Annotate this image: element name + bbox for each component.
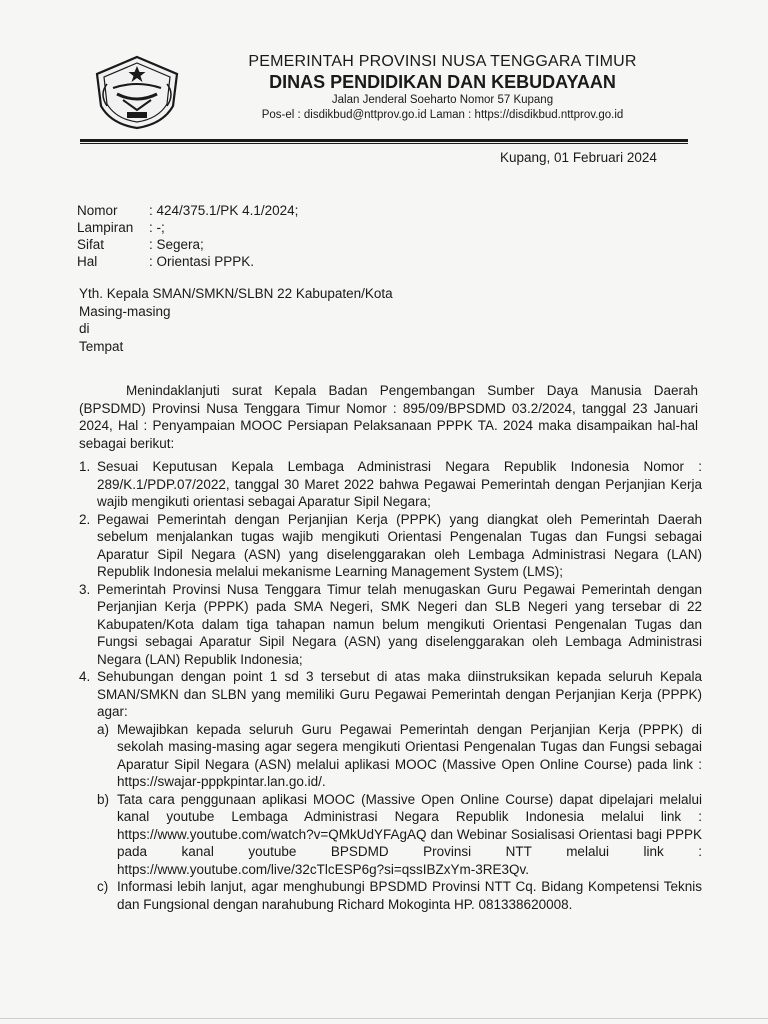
sub-list-item bbox=[79, 878, 702, 913]
meta-value: : Orientasi PPPK. bbox=[149, 254, 255, 269]
list-item bbox=[79, 511, 702, 581]
sub-list-letter: c) bbox=[97, 879, 109, 894]
list-text: Pegawai Pemerintah dengan Perjanjian Kerja (PPPK) yang diangkat oleh Pemerintah Daerah sebelum menjalankan tugas wajib mengikuti Orientasi Pengenalan Tugas dan Fungsi sebagai Aparatur Sipil Negara (ASN) yang diselenggarakan oleh Lembaga Administrasi Negara (LAN) Republik Indonesia melalui mekanisme Learning Management System (LMS); bbox=[97, 511, 702, 579]
letterhead-contact: Pos-el : disdikbud@nttprov.go.id Laman : https://disdikbud.nttprov.go.id bbox=[261, 109, 624, 121]
intro-paragraph: Menindaklanjuti surat Kepala Badan Pengembangan Sumber Daya Manusia Daerah (BPSDMD) Provinsi Nusa Tenggara Timur Nomor : 895/09/BPSDMD 03.2/2024, tanggal 23 Januari 2024, Hal : Penyampaian MOOC Persiapan Pelaksanaan PPPK TA. 2024 maka disampaikan hal-hal sebagai berikut: bbox=[79, 383, 698, 451]
meta-row-lampiran bbox=[77, 219, 298, 236]
meta-row-sifat bbox=[77, 236, 298, 253]
letterhead-divider bbox=[80, 139, 688, 142]
regional-crest-icon bbox=[93, 54, 181, 130]
meta-value: : Segera; bbox=[149, 237, 204, 252]
sub-list-item bbox=[79, 721, 702, 791]
letterhead bbox=[190, 52, 695, 123]
meta-row-nomor bbox=[77, 202, 298, 219]
points-list bbox=[79, 458, 702, 913]
addressee-line: di bbox=[79, 321, 90, 336]
letterhead-divider-thin bbox=[80, 143, 688, 144]
meta-label: Lampiran bbox=[77, 220, 134, 235]
letterhead-address: Jalan Jenderal Soeharto Nomor 57 Kupang bbox=[331, 94, 554, 106]
addressee bbox=[79, 285, 393, 355]
list-number: 4. bbox=[79, 669, 91, 684]
sub-list-text: Tata cara penggunaan aplikasi MOOC (Massive Open Online Course) dapat dipelajari melalui kanal youtube Lembaga Administrasi Negara Republik Indonesia melalui link : https://www.youtube.com/watch?v=QMkUdYFAgAQ dan Webinar Sosialisasi Orientasi bagi PPPK pada kanal youtube BPSDMD Provinsi NTT melalui link : https://www.youtube.com/live/32cTlcESP6g?si=qssIBZxYm-3RE3Qv. bbox=[117, 791, 702, 877]
sub-list-text: Informasi lebih lanjut, agar menghubungi BPSDMD Provinsi NTT Cq. Bidang Kompetensi Teknis dan Fungsional dengan narahubung Richard Mokoginta HP. 081338620008. bbox=[117, 879, 702, 912]
list-number: 3. bbox=[79, 581, 91, 597]
list-text: Pemerintah Provinsi Nusa Tenggara Timur telah menugaskan Guru Pegawai Pemerintah dengan Perjanjian Kerja (PPPK) pada SMA Negeri, SMK Negeri dan SLB Negeri yang tersebar di 22 Kabupaten/Kota dalam tiga tahapan namun belum mengikuti Orientasi Pengenalan Tugas dan Fungsi sebagai Aparatur Sipil Negara (ASN) yang diselenggarakan oleh Lembaga Administrasi Negara (LAN) Republik Indonesia; bbox=[97, 581, 702, 667]
sub-list-letter: a) bbox=[97, 721, 110, 737]
letterhead-government: PEMERINTAH PROVINSI NUSA TENGGARA TIMUR bbox=[248, 53, 637, 70]
list-item bbox=[79, 458, 702, 511]
addressee-line: Yth. Kepala SMAN/SMKN/SLBN 22 Kabupaten/Kota bbox=[79, 286, 393, 301]
sub-list-letter: b) bbox=[97, 791, 110, 807]
letter-meta bbox=[77, 202, 298, 270]
addressee-line: Tempat bbox=[79, 338, 124, 354]
list-item bbox=[79, 581, 702, 669]
meta-row-hal bbox=[77, 253, 298, 270]
list-item bbox=[79, 668, 702, 721]
list-text: Sesuai Keputusan Kepala Lembaga Administrasi Negara Republik Indonesia Nomor : 289/K.1/PDP.07/2022, tanggal 30 Maret 2022 bahwa Pegawai Pemerintah dengan Perjanjian Kerja wajib mengikuti orientasi sebagai Aparatur Sipil Negara; bbox=[97, 459, 702, 509]
list-number: 2. bbox=[79, 511, 91, 527]
meta-label: Sifat bbox=[77, 237, 105, 252]
letterhead-department: DINAS PENDIDIKAN DAN KEBUDAYAAN bbox=[269, 72, 616, 92]
letter-date: Kupang, 01 Februari 2024 bbox=[500, 150, 657, 165]
list-number: 1. bbox=[79, 459, 91, 474]
list-text: Sehubungan dengan point 1 sd 3 tersebut di atas maka diinstruksikan kepada seluruh Kepala SMAN/SMKN dan SLBN yang memiliki Guru Pegawai Pemerintah dengan Perjanjian Kerja (PPPK) agar: bbox=[97, 669, 702, 719]
meta-label: Nomor bbox=[77, 203, 118, 218]
page-edge-line bbox=[0, 1018, 768, 1019]
meta-value: : 424/375.1/PK 4.1/2024; bbox=[149, 203, 299, 218]
meta-label: Hal bbox=[77, 254, 98, 269]
sub-list-text: Mewajibkan kepada seluruh Guru Pegawai Pemerintah dengan Perjanjian Kerja (PPPK) di sekolah masing-masing agar segera mengikuti Orientasi Pengenalan Tugas dan Fungsi sebagai Aparatur Sipil Negara (ASN) melalui aplikasi MOOC (Massive Open Online Course) pada link : https://swajar-pppkpintar.lan.go.id/. bbox=[117, 721, 702, 789]
meta-value: : -; bbox=[149, 220, 165, 235]
addressee-line: Masing-masing bbox=[79, 303, 171, 319]
sub-list-item bbox=[79, 791, 702, 879]
